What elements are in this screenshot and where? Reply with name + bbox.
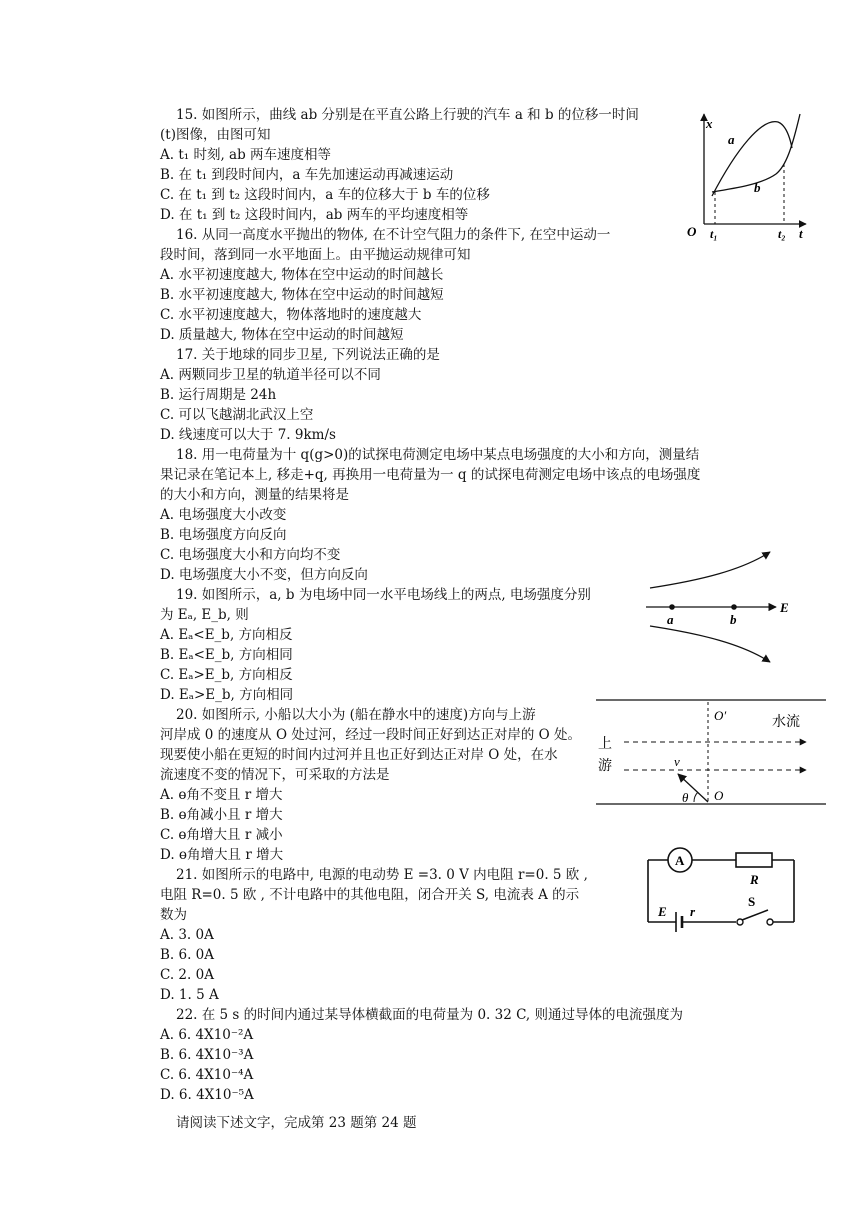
q15-option-b: B. 在 t₁ 到段时间内，a 车先加速运动再减速运动 xyxy=(160,167,454,183)
q20-flow-label: 水流 xyxy=(772,715,800,730)
q19-option-d: D. Eₐ>E_b, 方向相同 xyxy=(160,687,294,703)
q16-option-b: B. 水平初速度越大, 物体在空中运动的时间越短 xyxy=(160,287,444,303)
q21-switch-blade xyxy=(742,910,768,920)
q21-resistor xyxy=(736,853,772,867)
q18-option-a: A. 电场强度大小改变 xyxy=(160,507,287,523)
q18-stem-line-2: 果记录在笔记本上, 移走+q, 再换用一电荷量为一 q 的试探电荷测定电场中该点的电场强度 xyxy=(160,467,701,483)
footer-instruction: 请阅读下述文字，完成第 23 题第 24 题 xyxy=(176,1115,417,1131)
q21-circuit-figure xyxy=(644,840,804,936)
q15-t1-label: t₁ xyxy=(710,227,718,241)
q20-o-label: O xyxy=(714,788,724,803)
q15-option-a: A. t₁ 时刻, ab 两车速度相等 xyxy=(160,147,332,163)
q20-option-c: C. ɵ角增大且 r 减小 xyxy=(160,827,283,843)
q20-angle-arc xyxy=(694,792,698,802)
q15-curve-a-label: a xyxy=(728,132,735,147)
q19-stem-line-2: 为 Eₐ, E_b, 则 xyxy=(160,607,249,623)
q18-option-d: D. 电场强度大小不变，但方向反向 xyxy=(160,567,368,583)
q22-option-c: C. 6. 4X10⁻⁴A xyxy=(160,1067,254,1083)
q21-option-c: C. 2. 0A xyxy=(160,967,214,983)
q15-option-c: C. 在 t₁ 到 t₂ 这段时间内，a 车的位移大于 b 车的位移 xyxy=(160,187,490,203)
q19-option-c: C. Eₐ>E_b, 方向相反 xyxy=(160,667,293,683)
q22-stem: 22. 在 5 s 的时间内通过某导体横截面的电荷量为 0. 32 C, 则通过导体的电流强度为 xyxy=(176,1007,684,1023)
q19-point-b-label: b xyxy=(730,612,737,627)
q18-stem-line-3: 的大小和方向，测量的结果将是 xyxy=(160,487,349,503)
q17-option-d: D. 线速度可以大于 7. 9km/s xyxy=(160,427,336,443)
q17-stem: 17. 关于地球的同步卫星, 下列说法正确的是 xyxy=(176,347,440,363)
q16-stem-line-1: 16. 从同一高度水平抛出的物体, 在不计空气阻力的条件下, 在空中运动一 xyxy=(176,227,611,243)
q16-option-d: D. 质量越大, 物体在空中运动的时间越短 xyxy=(160,327,404,343)
q15-origin-label: O xyxy=(687,224,697,239)
q21-option-a: A. 3. 0A xyxy=(160,927,214,943)
q20-option-d: D. ɵ角增大且 r 增大 xyxy=(160,847,284,863)
q18-option-c: C. 电场强度大小和方向均不变 xyxy=(160,547,341,563)
q15-xt-graph xyxy=(682,108,812,248)
q19-option-a: A. Eₐ<E_b, 方向相反 xyxy=(160,627,293,643)
q21-resistor-label: R xyxy=(750,872,759,887)
q21-stem-line-2: 电阻 R=0. 5 欧 , 不计电路中的其他电阻，闭合开关 S, 电流表 A 的示 xyxy=(160,887,580,903)
q15-stem-line-1: 15. 如图所示，曲线 ab 分别是在平直公路上行驶的汽车 a 和 b 的位移一时间 xyxy=(176,107,639,123)
q21-option-d: D. 1. 5 A xyxy=(160,987,219,1003)
q20-option-a: A. ɵ角不变且 r 增大 xyxy=(160,787,283,803)
q19-field-figure xyxy=(642,544,802,672)
q17-option-b: B. 运行周期是 24h xyxy=(160,387,277,403)
q19-point-a-label: a xyxy=(667,612,674,627)
q19-stem-line-1: 19. 如图所示，a, b 为电场中同一水平电场线上的两点, 电场强度分别 xyxy=(176,587,591,603)
q19-option-b: B. Eₐ<E_b, 方向相同 xyxy=(160,647,293,663)
q20-stem-line-3: 现要使小船在更短的时间内过河并且也正好到达正对岸 O 处，在水 xyxy=(160,747,558,763)
q19-point-a xyxy=(669,604,675,610)
q15-y-label: x xyxy=(706,116,713,131)
q19-field-label: E xyxy=(780,600,789,615)
q16-option-a: A. 水平初速度越大, 物体在空中运动的时间越长 xyxy=(160,267,444,283)
q20-o-prime-label: O′ xyxy=(714,708,727,723)
q21-ammeter-label: A xyxy=(675,853,685,868)
q16-option-c: C. 水平初速度越大，物体落地时的速度越大 xyxy=(160,307,422,323)
q19-lower-field-line xyxy=(650,626,770,662)
q20-velocity-label: v xyxy=(674,754,680,769)
q20-stem-line-4: 流速度不变的情况下，可采取的方法是 xyxy=(160,767,390,783)
q22-option-b: B. 6. 4X10⁻³A xyxy=(160,1047,254,1063)
q21-switch-label: S xyxy=(748,894,756,909)
q17-option-a: A. 两颗同步卫星的轨道半径可以不同 xyxy=(160,367,381,383)
q17-option-c: C. 可以飞越湖北武汉上空 xyxy=(160,407,314,423)
q22-option-a: A. 6. 4X10⁻²A xyxy=(160,1027,254,1043)
q20-stem-line-1: 20. 如图所示, 小船以大小为 (船在静水中的速度)方向与上游 xyxy=(176,707,536,723)
q15-t2-label: t₂ xyxy=(778,227,786,241)
q15-x-label: t xyxy=(799,226,803,241)
q22-option-d: D. 6. 4X10⁻⁵A xyxy=(160,1087,254,1103)
q16-stem-line-2: 段时间，落到同一水平地面上。由平抛运动规律可知 xyxy=(160,247,471,263)
q21-switch-contact xyxy=(767,919,773,925)
q21-stem-line-1: 21. 如图所示的电路中, 电源的电动势 E =3. 0 V 内电阻 r=0. 5 欧 , xyxy=(176,867,588,883)
q19-upper-field-line xyxy=(650,552,770,588)
q15-option-d: D. 在 t₁ 到 t₂ 这段时间内，ab 两车的平均速度相等 xyxy=(160,207,469,223)
q20-upstream-label-1: 上 xyxy=(598,737,612,752)
q18-stem-line-1: 18. 用一电荷量为十 q(g>0)的试探电荷测定电场中某点电场强度的大小和方向，测量结 xyxy=(176,447,700,463)
q20-option-b: B. ɵ角减小且 r 增大 xyxy=(160,807,283,823)
q20-stem-line-2: 河岸成 0 的速度从 O 处过河，经过一段时间正好到达正对岸的 O 处。 xyxy=(160,727,581,743)
q19-point-b xyxy=(731,604,737,610)
q21-stem-line-3: 数为 xyxy=(160,907,187,923)
q20-theta-label: θ xyxy=(682,790,689,805)
q15-curve-b-label: b xyxy=(754,180,761,195)
q20-river-figure xyxy=(594,694,830,812)
q20-upstream-label-2: 游 xyxy=(598,759,612,774)
q21-option-b: B. 6. 0A xyxy=(160,947,215,963)
q21-internal-label: r xyxy=(690,904,696,919)
q21-emf-label: E xyxy=(658,904,667,919)
q18-option-b: B. 电场强度方向反向 xyxy=(160,527,287,543)
q15-stem-line-2: (t)图像，由图可知 xyxy=(160,127,271,143)
